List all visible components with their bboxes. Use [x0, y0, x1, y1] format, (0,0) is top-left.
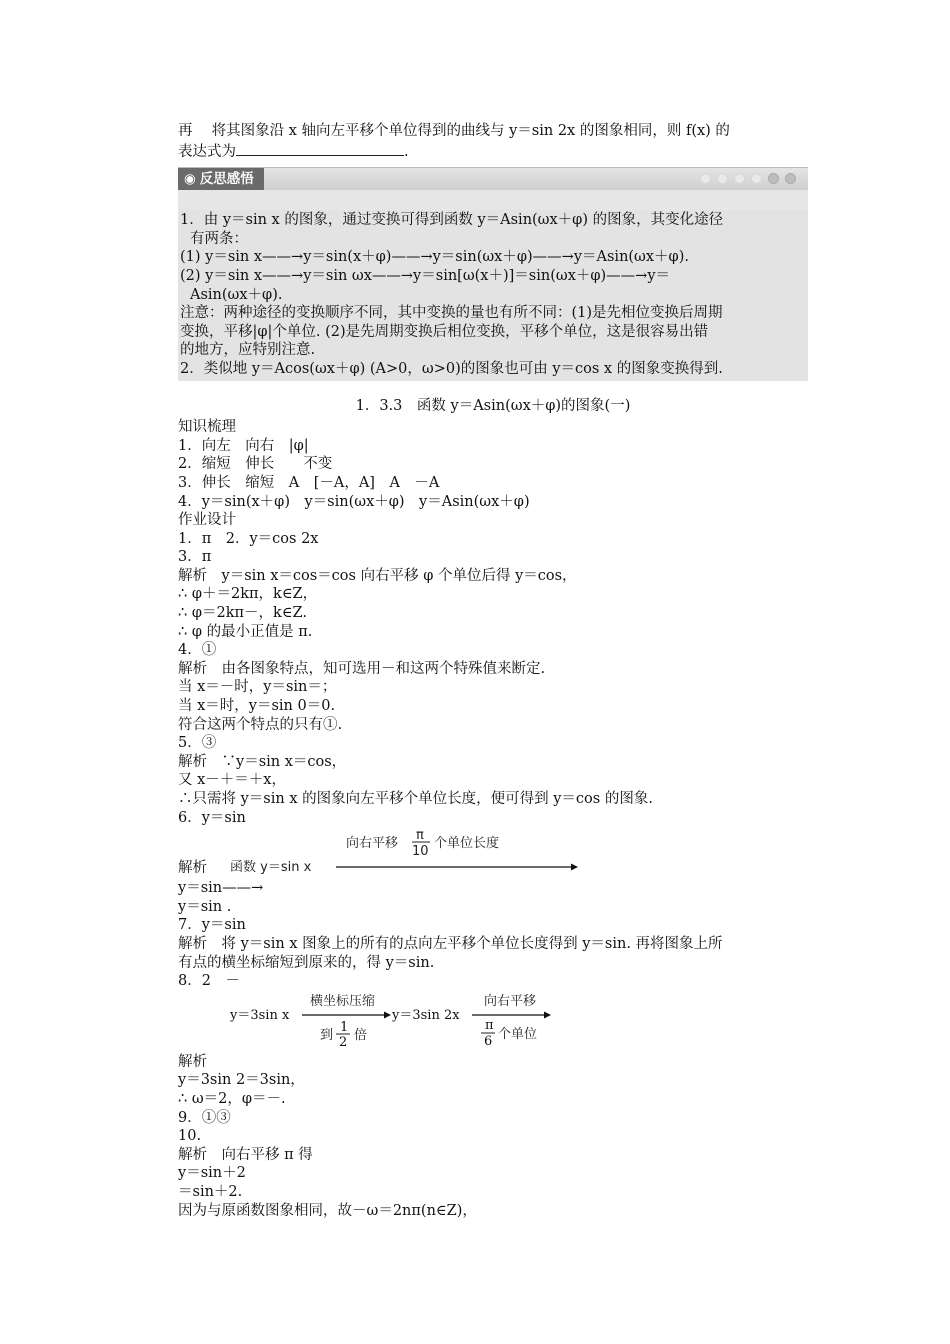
- intro-line-2: [178, 143, 808, 162]
- answer-line: 3．伸长 缩短 A [－A，A] A －A: [178, 474, 440, 491]
- answers-part-2: [178, 879, 808, 991]
- diagram-6-label: 解析: [178, 860, 207, 877]
- reflection-line: (1) y＝sin x——→y＝sin(x＋φ)——→y＝sin(ωx＋φ)——→y＝Asin(ωx＋φ).: [180, 249, 689, 266]
- diagram-6-left: 函数 y＝sin x: [230, 860, 312, 876]
- answer-line: 当 x＝－时，y＝sin＝；: [178, 679, 337, 696]
- answer-line: 7．y＝sin: [178, 917, 246, 934]
- answer-line: ∴ φ＋＝2kπ，k∈Z，: [178, 586, 318, 603]
- banner-dot-icon: [785, 173, 796, 184]
- document-page: [178, 122, 808, 1220]
- diagram-8-bottom1-suffix: 倍: [354, 1027, 368, 1043]
- diagram-6-top-suffix: 个单位长度: [434, 836, 500, 852]
- answer-line: y＝sin .: [178, 898, 232, 915]
- answer-line: 1．向左 向右 |φ|: [178, 437, 309, 454]
- answer-line: 解析 将 y＝sin x 图象上的所有的点向左平移个单位长度得到 y＝sin. 再将图象上所: [178, 935, 723, 952]
- diagram-8: [178, 991, 808, 1053]
- answer-line: y＝3sin 2＝3sin，: [178, 1072, 305, 1089]
- answer-line: 又 x－＋＝＋x，: [178, 772, 286, 789]
- diagram-6-arrow-head: [571, 864, 578, 871]
- diagram-8-figure: [226, 991, 626, 1053]
- answer-line: 5．③: [178, 735, 217, 752]
- section-banner: [178, 167, 808, 190]
- answer-line: 解析 向右平移 π 得: [178, 1146, 313, 1163]
- diagram-8-bottom1-num: 1: [340, 1019, 349, 1035]
- diagram-8-top2: 向右平移: [484, 993, 537, 1009]
- reflection-line: 的地方，应特别注意.: [180, 342, 316, 359]
- diagram-6: [178, 827, 808, 879]
- answer-line: y＝sin——→: [178, 880, 264, 897]
- banner-dot-icon: [768, 173, 779, 184]
- banner-dot-icon: [734, 173, 745, 184]
- intro-line-2-prefix: 表达式为: [178, 143, 236, 160]
- diagram-8-arrow1-head: [384, 1011, 391, 1018]
- answer-line: ＝sin＋2.: [178, 1183, 243, 1200]
- answer-line: 解析 ∵y＝sin x＝cos，: [178, 753, 347, 770]
- diagram-6-frac-num: π: [416, 828, 424, 844]
- reflection-line: 有两条：: [190, 230, 248, 247]
- banner-spacer: [178, 190, 808, 210]
- section-title: 1．3.3 函数 y＝Asin(ωx＋φ)的图象(一): [355, 397, 631, 414]
- answer-line: 4．①: [178, 642, 217, 659]
- reflection-line: 1．由 y＝sin x 的图象，通过变换可得到函数 y＝Asin(ωx＋φ) 的图象，其变化途径: [180, 212, 724, 229]
- diagram-8-bottom2-suffix: 个单位: [498, 1026, 538, 1042]
- answer-line: 10.: [178, 1128, 202, 1145]
- answers-part-1: [178, 418, 808, 827]
- answer-line: 解析: [178, 1053, 207, 1070]
- reflection-line: 注意：两种途径的变换顺序不同，其中变换的量也有所不同：(1)是先相位变换后周期: [180, 305, 723, 322]
- answer-line: 知识梳理: [178, 419, 236, 436]
- reflection-line: 变换，平移|φ|个单位. (2)是先周期变换后相位变换，平移个单位，这是很容易出错: [180, 323, 709, 340]
- answer-line: y＝sin＋2: [178, 1165, 246, 1182]
- reflection-box: [178, 210, 808, 380]
- banner-dot-icon: [700, 173, 711, 184]
- answer-line: 解析 由各图象特点，知可选用－和这两个特殊值来断定.: [178, 660, 546, 677]
- answer-line: ∴ ω＝2，φ＝－.: [178, 1090, 286, 1107]
- answer-blank: [236, 143, 404, 156]
- diagram-6-figure: [226, 827, 586, 879]
- reflection-line: Asin(ωx＋φ).: [190, 286, 283, 303]
- diagram-8-bottom1-den: 2: [339, 1034, 348, 1050]
- answer-line: ∴只需将 y＝sin x 的图象向左平移个单位长度，便可得到 y＝cos 的图象.: [178, 791, 653, 807]
- banner-dot-icon: [717, 173, 728, 184]
- diagram-8-middle: y＝3sin 2x: [392, 1007, 460, 1023]
- answer-line: 6．y＝sin: [178, 809, 246, 826]
- answer-line: 3．π: [178, 549, 212, 566]
- answer-line: 作业设计: [178, 512, 236, 529]
- reflection-line: (2) y＝sin x——→y＝sin ωx——→y＝sin[ω(x＋)]＝sin(ωx＋φ)——→y＝: [180, 267, 671, 284]
- banner-title: 反思感悟: [199, 171, 254, 188]
- answer-line: 当 x＝时，y＝sin 0＝0.: [178, 698, 336, 715]
- answer-line: 8．2 －: [178, 973, 240, 990]
- answer-line: 因为与原函数图象相同，故－ω＝2nπ(n∈Z)，: [178, 1202, 477, 1219]
- reflection-line: 2．类似地 y＝Acos(ωx＋φ) (A>0，ω>0)的图象也可由 y＝cos x 的图象变换得到.: [180, 360, 723, 377]
- intro-line-2-suffix: .: [404, 143, 409, 160]
- answers-part-3: [178, 1053, 808, 1220]
- banner-dot-icon: [751, 173, 762, 184]
- answer-line: 2．缩短 伸长 不变: [178, 456, 333, 473]
- circle-dot-icon: ◉: [184, 171, 196, 188]
- answer-line: 有点的横坐标缩短到原来的，得 y＝sin.: [178, 954, 435, 971]
- diagram-8-top1: 横坐标压缩: [310, 993, 376, 1009]
- answer-line: ∴ φ 的最小正值是 π.: [178, 623, 313, 640]
- diagram-8-arrow2-head: [544, 1011, 551, 1018]
- answer-line: ∴ φ＝2kπ－，k∈Z.: [178, 605, 307, 622]
- diagram-8-left: y＝3sin x: [230, 1007, 290, 1023]
- diagram-8-bottom2-num: π: [485, 1017, 494, 1033]
- diagram-6-frac-den: 10: [412, 844, 429, 860]
- intro-line-1: 再 将其图象沿 x 轴向左平移个单位得到的曲线与 y＝sin 2x 的图象相同，则 f(x) 的: [178, 123, 730, 139]
- answer-line: 4．y＝sin(x＋φ) y＝sin(ωx＋φ) y＝Asin(ωx＋φ): [178, 493, 530, 510]
- answer-line: 1．π 2．y＝cos 2x: [178, 530, 319, 547]
- answer-line: 9．①③: [178, 1109, 231, 1126]
- diagram-6-top-text: 向右平移: [346, 836, 399, 852]
- banner-dots: [700, 173, 796, 184]
- banner-label: [178, 168, 264, 190]
- diagram-8-bottom1-prefix: 到: [320, 1027, 334, 1043]
- answer-line: 解析 y＝sin x＝cos＝cos 向右平移 φ 个单位后得 y＝cos，: [178, 567, 577, 584]
- diagram-8-bottom2-den: 6: [484, 1033, 493, 1049]
- answer-line: 符合这两个特点的只有①.: [178, 716, 343, 733]
